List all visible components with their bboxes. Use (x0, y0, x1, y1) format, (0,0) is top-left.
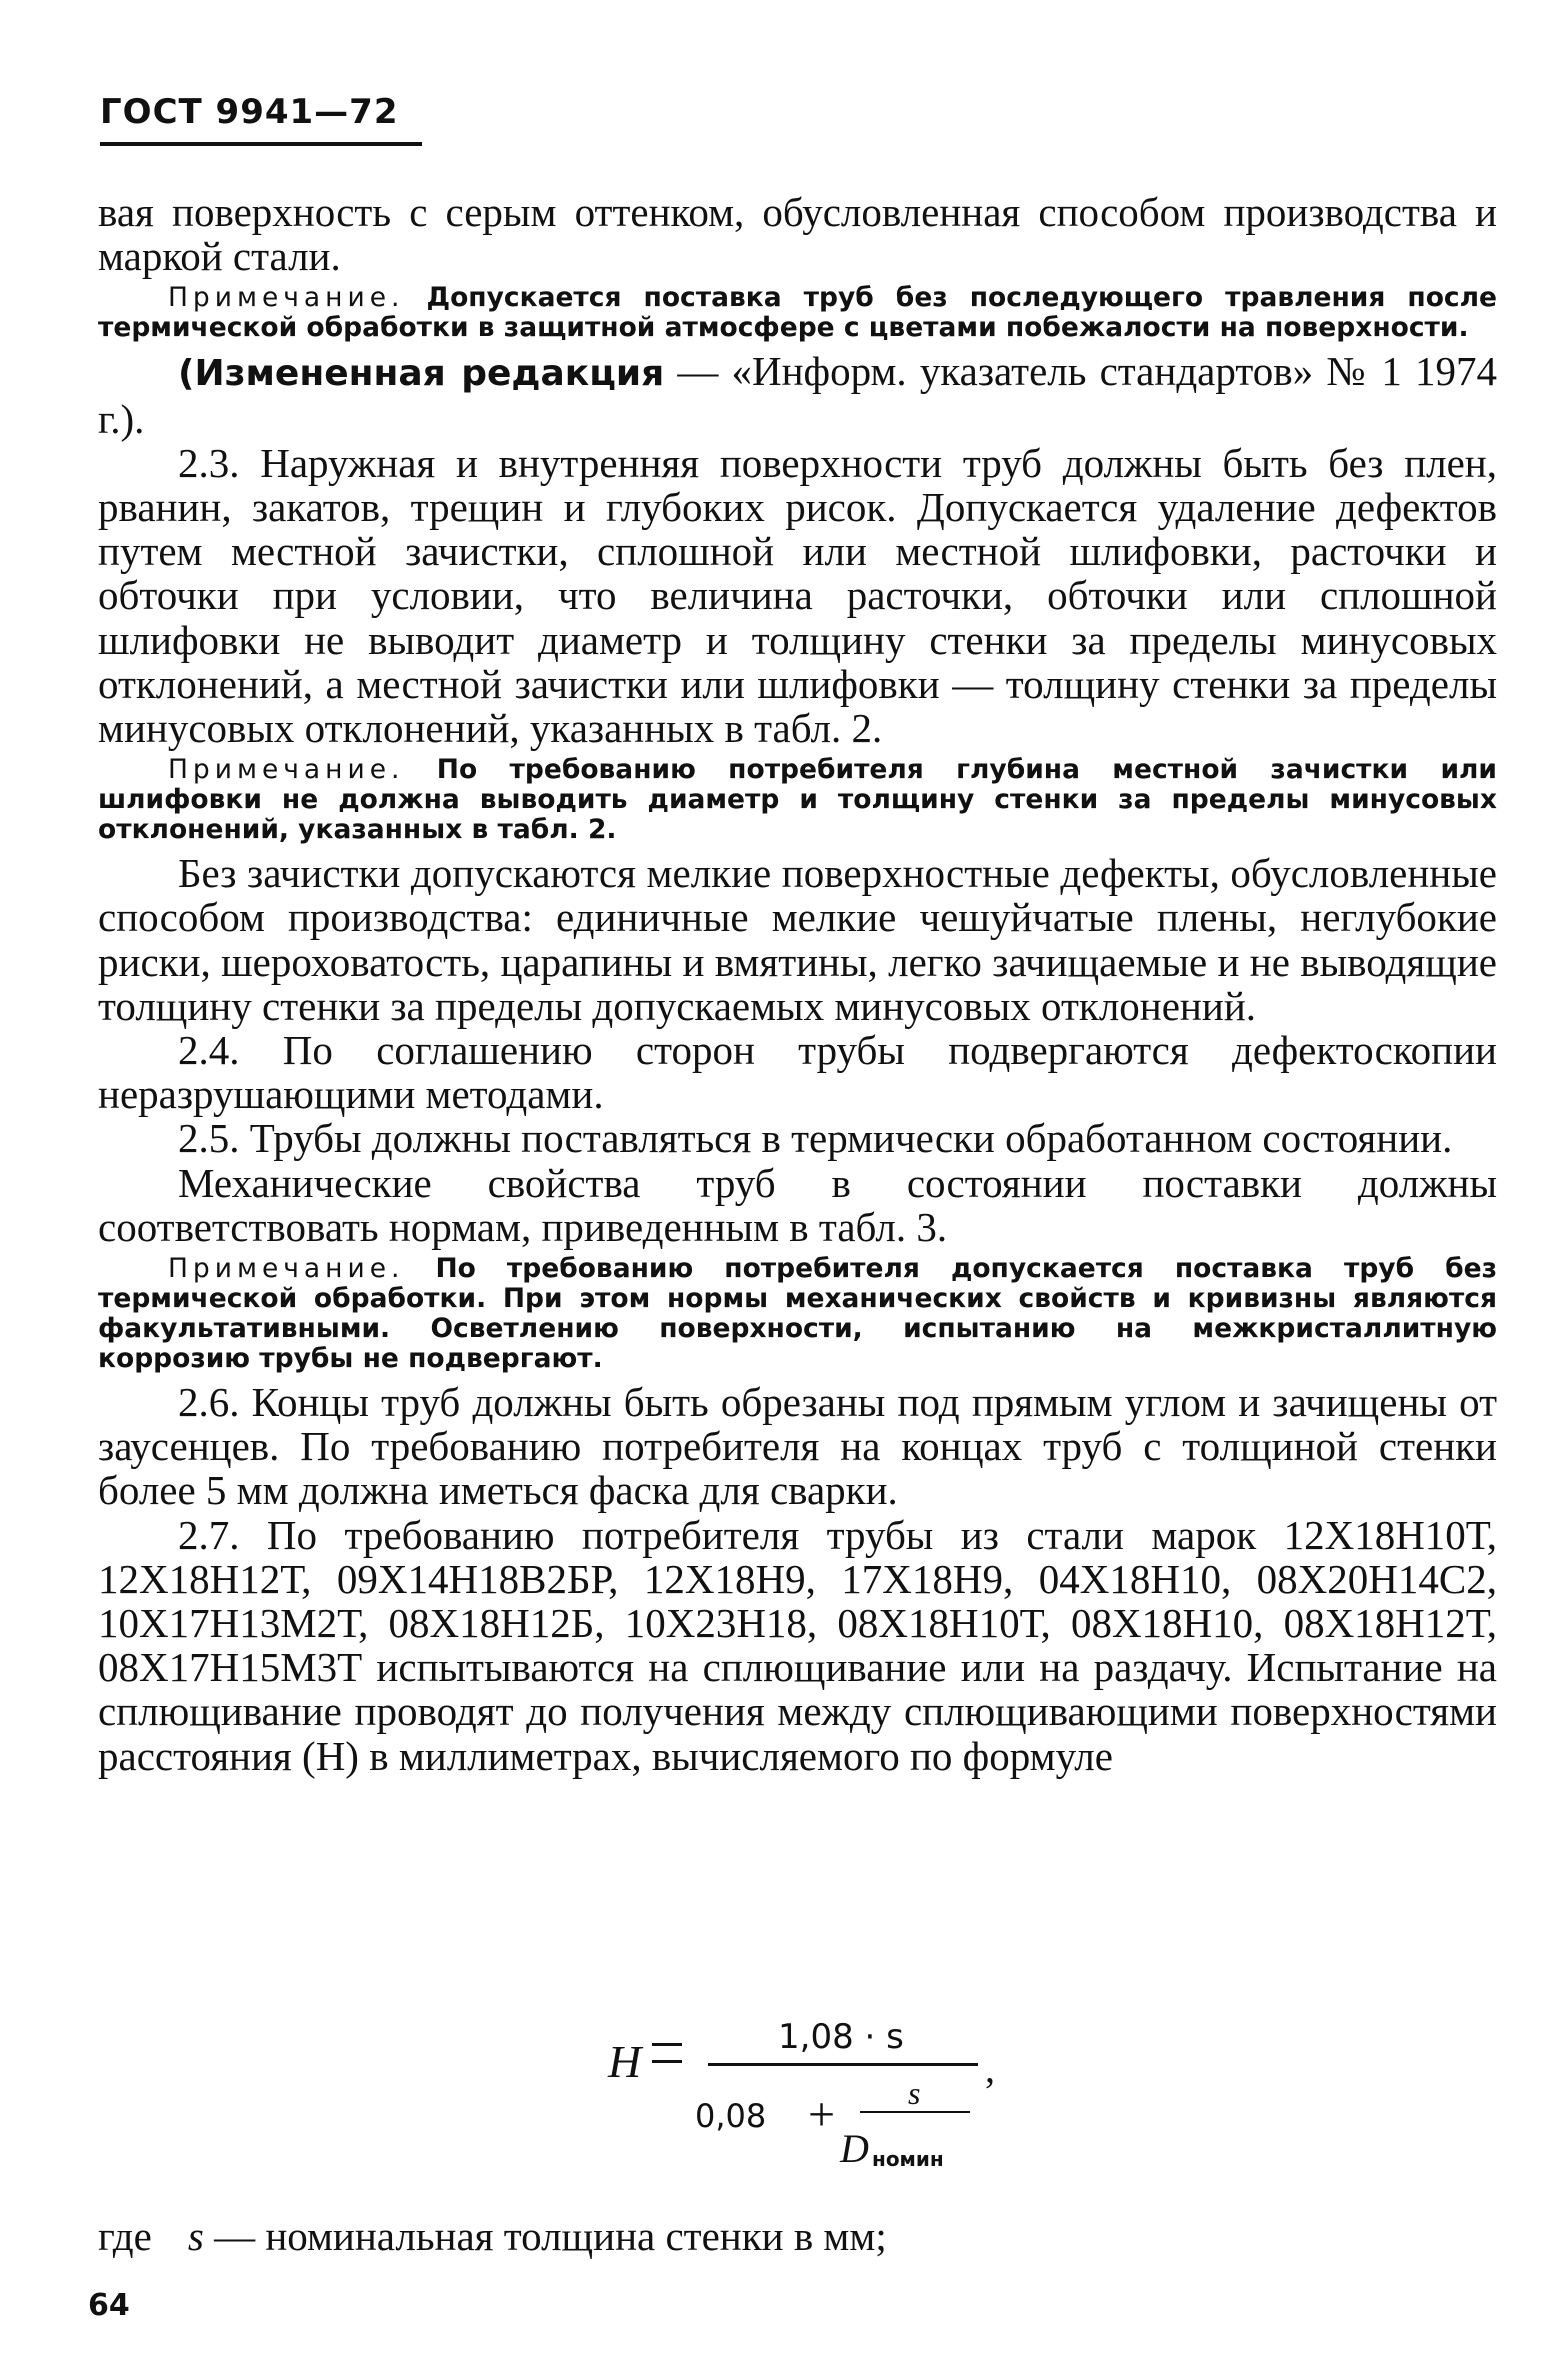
formula-plus: + (808, 2088, 836, 2141)
formula-numerator: 1,08 · s (778, 2017, 904, 2057)
where-line (98, 2212, 887, 2260)
edition-text: — «Информ. указатель стандартов» № 1 1974 г.). (98, 348, 1497, 442)
page-number: 64 (88, 2288, 130, 2323)
equals-sign (652, 2043, 682, 2063)
formula-inner-numerator: s (908, 2075, 921, 2111)
formula-trailing: , (985, 2046, 995, 2091)
note-text: По требованию потребителя глубина местной зачистки или шлифовки не должна выводить диаметр и толщину стенки за пределы минусовых отклонений, указанных в табл. 2. (98, 754, 1497, 846)
formula-inner-denominator: D (840, 2126, 869, 2171)
formula-lhs: H (608, 2036, 642, 2087)
where-symbol: s (187, 2213, 204, 2259)
note-label: Примечание. (168, 1253, 405, 1285)
document-header: ГОСТ 9941—72 (100, 92, 399, 132)
paragraph: 2.3. Наружная и внутренняя поверхности труб должны быть без плен, рванин, закатов, трещин и глубоких рисок. Допускается удаление дефектов путем местной зачистки, сплошной или местной шлифовки, расточки и обточки при условии, что величина расточки, обточки или сплошной шлифовки не выводит диаметр и толщину стенки за пределы минусовых отклонений, а местной зачистки или шлифовки — толщину стенки за пределы минусовых отклонений, указанных в табл. 2. (98, 439, 1497, 752)
inner-fraction-bar (860, 2111, 970, 2113)
formula-inner-denominator-subscript: номин (872, 2147, 944, 2171)
formula-denominator-const: 0,08 (695, 2097, 767, 2135)
edition-paragraph (98, 349, 1497, 440)
note-text: Допускается поставка труб без последующего травления после термической обработки в защитной атмосфере с цветами побежалости на поверхности. (98, 282, 1498, 344)
header-rule (100, 142, 422, 146)
paragraph: 2.7. По требованию потребителя трубы из стали марок 12Х18Н10Т, 12Х18Н12Т, 09Х14Н18В2БР, 12Х18Н9, 17Х18Н9, 04Х18Н10, 08Х20Н14С2, 10Х17Н13М2Т, 08Х18Н12Б, 10Х23Н18, 08Х18Н10Т, 08Х18Н10, 08Х18Н12Т, 08Х17Н15М3Т испытываются на сплющивание или на раздачу. Испытание на сплющивание проводят до получения между сплющивающими поверхностями расстояния (H) в миллиметрах, вычисляемого по формуле (98, 1511, 1497, 1779)
formula (0, 1975, 1565, 2195)
where-text: — номинальная толщина стенки в мм; (203, 2213, 887, 2259)
note-label: Примечание. (168, 282, 405, 314)
paragraph: Механические свойства труб в состоянии поставки должны соответствовать нормам, приведенным в табл. 3. (98, 1159, 1497, 1250)
paragraph: 2.5. Трубы должны поставляться в термически обработанном состоянии. (178, 1115, 1453, 1162)
fraction-bar (708, 2063, 978, 2066)
paragraph: 2.4. По соглашению сторон трубы подвергаются дефектоскопии неразрушающими методами. (98, 1027, 1497, 1118)
paragraph: 2.6. Концы труб должны быть обрезаны под прямым углом и зачищены от заусенцев. По требованию потребителя на концах труб с толщиной стенки более 5 мм должна иметься фаска для сварки. (98, 1379, 1497, 1514)
document-body (98, 190, 1497, 1778)
paragraph: вая поверхность с серым оттенком, обусловленная способом производства и маркой стали. (98, 189, 1497, 280)
edition-label: (Измененная редакция (178, 353, 665, 395)
note-paragraph (98, 755, 1497, 845)
note-paragraph (98, 283, 1497, 343)
where-label: где (98, 2213, 152, 2259)
paragraph: Без зачистки допускаются мелкие поверхностные дефекты, обусловленные способом производства: единичные мелкие чешуйчатые плены, неглубокие риски, шероховатость, царапины и вмятины, легко зачищаемые и не выводящие толщину стенки за пределы допускаемых минусовых отклонений. (98, 850, 1497, 1029)
note-text: По требованию потребителя допускается поставка труб без термической обработки. При этом нормы механических свойств и кривизны являются факультативными. Осветлению поверхности, испытанию на межкристаллитную коррозию трубы не подвергают. (98, 1253, 1497, 1375)
note-label: Примечание. (168, 754, 405, 786)
note-paragraph (98, 1254, 1497, 1374)
